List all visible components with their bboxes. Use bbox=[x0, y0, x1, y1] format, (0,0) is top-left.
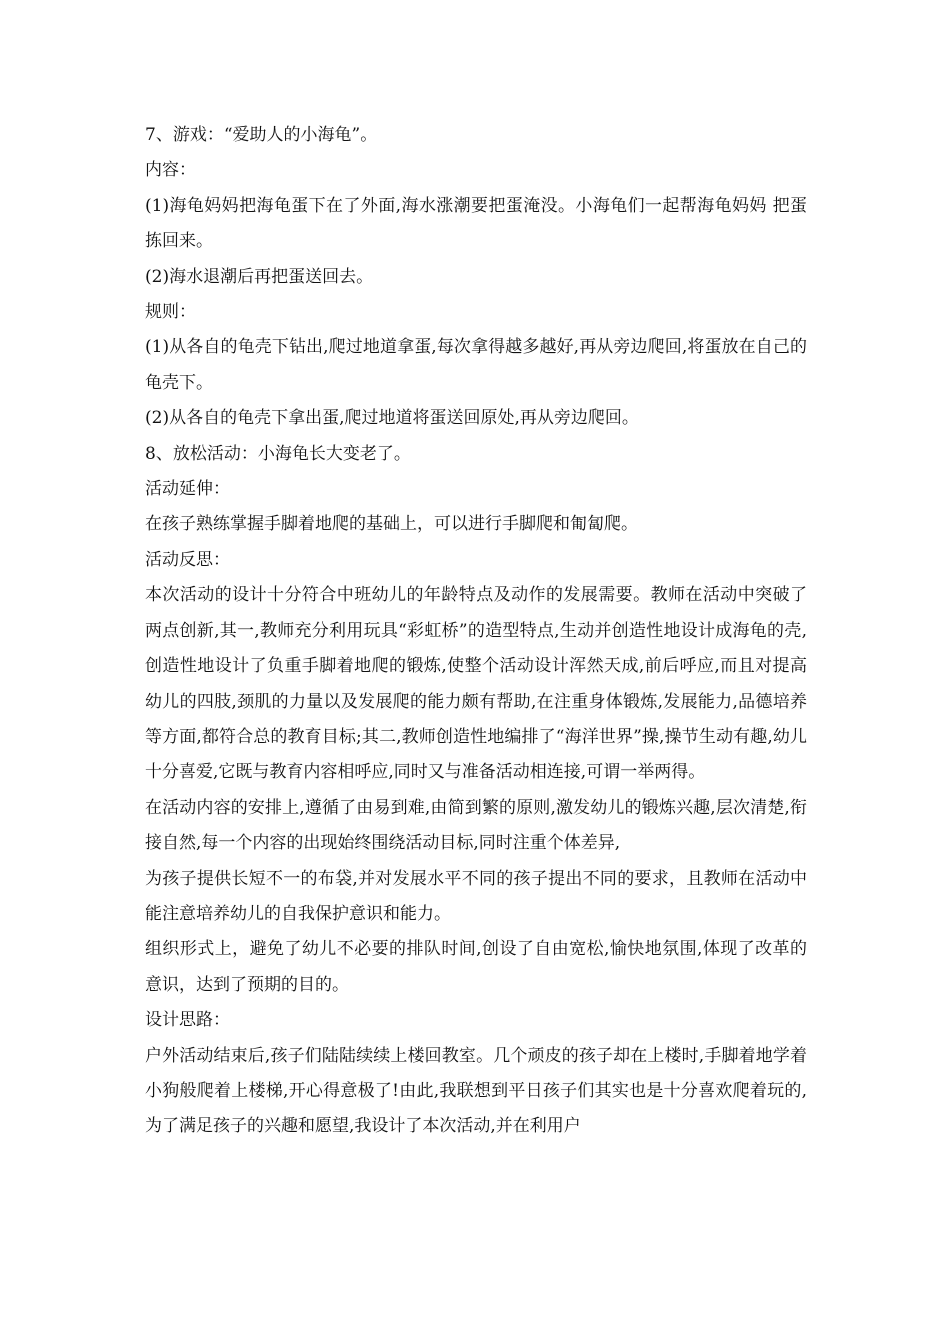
label-content: 内容： bbox=[145, 160, 196, 181]
content-item-2: (2)海水退潮后再把蛋送回去。 bbox=[145, 266, 374, 287]
content-item-1: (1)海龟妈妈把海龟蛋下在了外面,海水涨潮要把蛋淹没。小海龟们一起帮海龟妈妈 把蛋拣回来。 bbox=[145, 195, 807, 252]
section-heading-game: 7、游戏：“爱助人的小海龟”。 bbox=[145, 125, 378, 145]
rule-item-1: (1)从各自的龟壳下钻出,爬过地道拿蛋,每次拿得越多越好,再从旁边爬回,将蛋放在自己的龟壳下。 bbox=[145, 337, 807, 393]
reflection-paragraph-3: 为孩子提供长短不一的布袋,并对发展水平不同的孩子提出不同的要求，且教师在活动中能注意培养幼儿的自我保护意识和能力。 bbox=[145, 868, 807, 924]
label-design-idea: 设计思路： bbox=[145, 1010, 230, 1031]
reflection-paragraph-2: 在活动内容的安排上,遵循了由易到难,由简到繁的原则,激发幼儿的锻炼兴趣,层次清楚,衔接自然,每一个内容的出现始终围绕活动目标,同时注重个体差异, bbox=[145, 797, 807, 854]
reflection-paragraph-1: 本次活动的设计十分符合中班幼儿的年龄特点及动作的发展需要。教师在活动中突破了两点创新,其一,教师充分利用玩具“彩虹桥”的造型特点,生动并创造性地设计成海龟的壳,创造性地设计了负重手脚着地爬的锻炼,使整个活动设计浑然天成,前后呼应,而且对提高幼儿的四肢,颈肌的力量以及发展爬的能力颇有帮助,在注重身体锻炼,发展能力,品德培养等方面,都符合总的教育目标;其二,教师创造性地编排了“海洋世界”操,操节生动有趣,幼儿十分喜爱,它既与教育内容相呼应,同时又与准备活动相连接,可谓一举两得。 bbox=[145, 585, 807, 783]
section-heading-relax: 8、放松活动：小海龟长大变老了。 bbox=[145, 443, 411, 464]
document-body bbox=[145, 118, 807, 1145]
design-idea-text: 户外活动结束后,孩子们陆陆续续上楼回教室。几个顽皮的孩子却在上楼时,手脚着地学着小狗般爬着上楼梯,开心得意极了!由此,我联想到平日孩子们其实也是十分喜欢爬着玩的,为了满足孩子的兴趣和愿望,我设计了本次活动,并在利用户 bbox=[145, 1045, 807, 1137]
rule-item-2: (2)从各自的龟壳下拿出蛋,爬过地道将蛋送回原处,再从旁边爬回。 bbox=[145, 408, 639, 429]
extension-text: 在孩子熟练掌握手脚着地爬的基础上，可以进行手脚爬和匍匐爬。 bbox=[145, 514, 638, 535]
label-reflection: 活动反思： bbox=[145, 549, 230, 570]
label-rules: 规则： bbox=[145, 302, 196, 323]
label-extension: 活动延伸： bbox=[145, 479, 230, 500]
reflection-paragraph-4: 组织形式上，避免了幼儿不必要的排队时间,创设了自由宽松,愉快地氛围,体现了改革的意识，达到了预期的目的。 bbox=[145, 939, 807, 995]
